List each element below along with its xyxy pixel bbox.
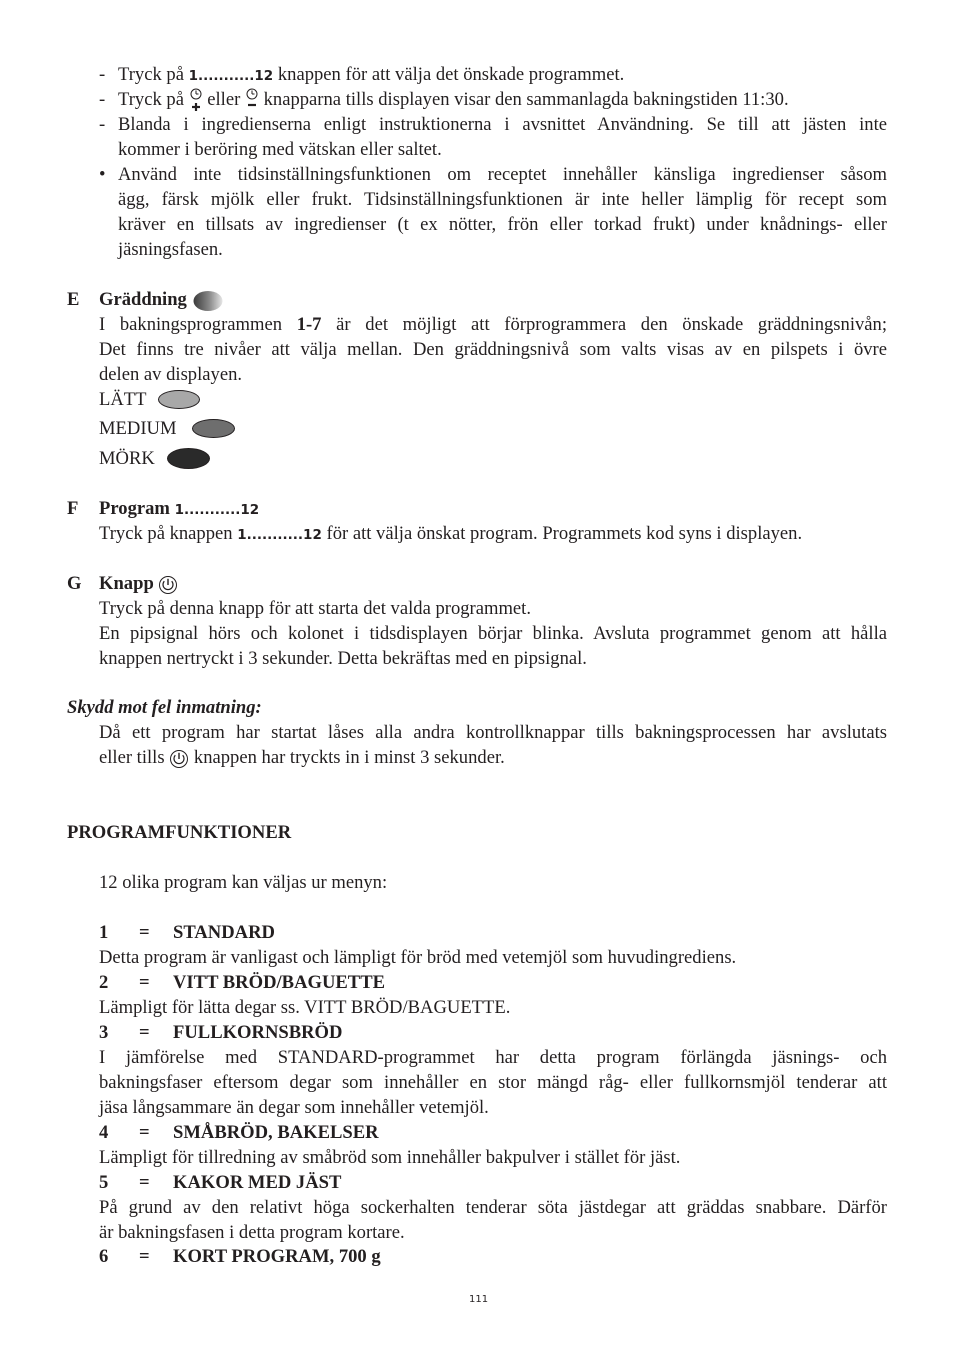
browning-level-light-label: LÄTT <box>99 389 147 410</box>
section-letter: F <box>67 498 79 519</box>
program-description: I jämförelse med STANDARD-programmet har detta program förlängda jäsnings- och <box>99 1047 887 1068</box>
browning-dark-icon <box>167 448 210 469</box>
section-text: Det finns tre nivåer att välja mellan. Den gräddningsnivå som valts visas av en pilspets i övre <box>99 339 887 360</box>
section-title: Program <box>99 498 170 519</box>
section-text: I bakningsprogrammen 1-7 är det möjligt att förprogrammera den önskade gräddningsnivån; <box>99 314 888 335</box>
program-name: KORT PROGRAM, 700 g <box>173 1246 381 1267</box>
instruction-line: - Tryck på eller knapparna tills displayen visar den sammanlagda bakningstiden 11:30. <box>99 87 105 112</box>
instruction-text: Tryck på <box>118 64 184 85</box>
browning-icon <box>192 290 224 312</box>
section-text: knappen nertryckt i 3 sekunder. Detta bekräftas med en pipsignal. <box>99 648 587 669</box>
browning-level-medium-label: MEDIUM <box>99 418 177 439</box>
program-equals: = <box>139 1172 150 1193</box>
program-key-label: 1...........12 <box>188 68 274 84</box>
timer-plus-icon <box>189 88 203 114</box>
note-text: Använd inte tidsinställningsfunktionen om receptet innehåller känsliga ingredienser såsom <box>118 164 887 185</box>
program-number: 2 <box>99 972 109 993</box>
program-equals: = <box>139 1122 150 1143</box>
protection-text: Då ett program har startat låses alla andra kontrollknappar tills bakningsprocessen har avslutats <box>99 722 887 743</box>
program-equals: = <box>139 1022 150 1043</box>
note-text: jäsningsfasen. <box>118 239 223 260</box>
program-description: På grund av den relativt höga sockerhalten tenderar söta jästdegar att gräddas snabbare. Därför <box>99 1197 887 1218</box>
instruction-line: - <box>99 114 106 135</box>
program-name: STANDARD <box>173 922 275 943</box>
browning-light-icon <box>158 390 200 409</box>
section-title: Gräddning <box>99 289 187 310</box>
program-name: FULLKORNSBRÖD <box>173 1022 343 1043</box>
program-number: 6 <box>99 1246 109 1267</box>
program-description: Lämpligt för lätta degar ss. VITT BRÖD/BAGUETTE. <box>99 997 511 1018</box>
section-letter: E <box>67 289 80 310</box>
section-title-row <box>99 496 259 523</box>
timer-minus-icon <box>245 88 259 114</box>
section-text: En pipsignal hörs och kolonet i tidsdisplayen börjar blinka. Avsluta programmet genom att hålla <box>99 623 887 644</box>
browning-medium-icon <box>192 419 235 438</box>
instruction-text: Tryck på <box>118 89 184 110</box>
page-number: 111 <box>469 1294 489 1305</box>
power-icon <box>158 575 178 595</box>
section-letter: G <box>67 573 82 594</box>
program-equals: = <box>139 922 150 943</box>
power-icon <box>169 749 189 769</box>
program-description: är bakningsfasen i detta program kortare. <box>99 1222 405 1243</box>
note-text: kräver en tillsats av ingredienser (t ex nötter, frön eller torkad frukt) under knådnings- eller <box>118 214 887 235</box>
program-name: SMÅBRÖD, BAKELSER <box>173 1122 379 1143</box>
program-name: VITT BRÖD/BAGUETTE <box>173 972 385 993</box>
program-key-label: 1...........12 <box>174 502 260 518</box>
program-name: KAKOR MED JÄST <box>173 1172 342 1193</box>
instruction-line: - Tryck på 1...........12 knappen för att välja det önskade programmet. <box>99 64 625 85</box>
programs-heading: PROGRAMFUNKTIONER <box>67 822 292 843</box>
program-number: 1 <box>99 922 109 943</box>
instruction-text: knapparna tills displayen visar den sammanlagda bakningstiden 11:30. <box>263 89 789 110</box>
section-title: Knapp <box>99 573 154 594</box>
program-description: jäsa långsammare än degar som innehåller vetemjöl. <box>99 1097 489 1118</box>
program-description: Lämpligt för tillredning av småbröd som innehåller bakpulver i stället för jäst. <box>99 1147 681 1168</box>
instruction-text: knappen för att välja det önskade programmet. <box>277 64 625 85</box>
programs-intro: 12 olika program kan väljas ur menyn: <box>99 872 388 893</box>
instruction-text: eller <box>207 89 241 110</box>
section-title-row <box>99 571 178 596</box>
browning-level-dark-label: MÖRK <box>99 448 155 469</box>
section-title-row <box>99 287 224 312</box>
bullet-marker: • <box>99 164 106 185</box>
program-number: 3 <box>99 1022 109 1043</box>
program-equals: = <box>139 1246 150 1267</box>
program-number: 5 <box>99 1172 109 1193</box>
instruction-text: Blanda i ingredienserna enligt instruktionerna i avsnittet Användning. Se till att jästen inte <box>118 114 887 135</box>
program-number: 4 <box>99 1122 109 1143</box>
program-equals: = <box>139 972 150 993</box>
program-key-label: 1...........12 <box>237 527 322 543</box>
section-text: delen av displayen. <box>99 364 243 385</box>
section-text: Tryck på denna knapp för att starta det valda programmet. <box>99 598 531 619</box>
program-description: bakningsfaser eftersom degar som innehåller en stor mängd råg- eller fullkornsmjöl tenderar att <box>99 1072 887 1093</box>
note-text: ägg, färsk mjölk eller frukt. Tidsinställningsfunktionen är inte heller lämplig för recept som <box>118 189 887 210</box>
protection-text: eller tills knappen har tryckts in i minst 3 sekunder. <box>99 747 505 768</box>
protection-heading: Skydd mot fel inmatning: <box>67 697 262 718</box>
instruction-text: kommer i beröring med vätskan eller saltet. <box>118 139 442 160</box>
program-description: Detta program är vanligast och lämpligt för bröd med vetemjöl som huvudingrediens. <box>99 947 737 968</box>
section-text: Tryck på knappen 1...........12 för att välja önskat program. Programmets kod syns i displayen. <box>99 523 803 544</box>
